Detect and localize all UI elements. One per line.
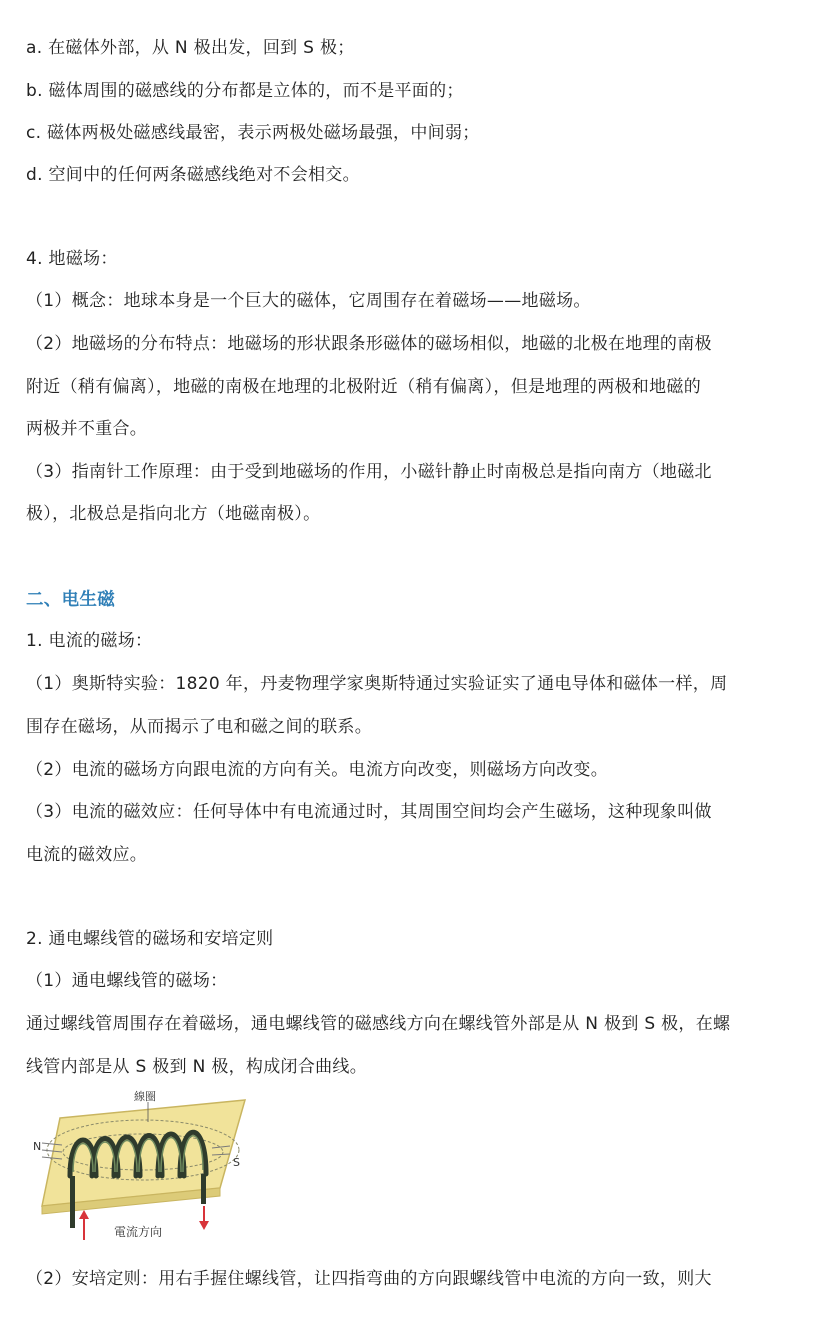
paragraph-ampere-rule-line1: （2）安培定则：用右手握住螺线管，让四指弯曲的方向跟螺线管中电流的方向一致，则大: [26, 1269, 712, 1289]
wire-lead-left: [70, 1176, 75, 1228]
text-line-b: b. 磁体周围的磁感线的分布都是立体的，而不是平面的；: [26, 81, 464, 101]
paragraph-solenoid-title: （1）通电螺线管的磁场：: [26, 971, 228, 991]
paragraph-field-direction: （2）电流的磁场方向跟电流的方向有关。电流方向改变，则磁场方向改变。: [26, 760, 609, 780]
paragraph-distribution-line1: （2）地磁场的分布特点：地磁场的形状跟条形磁体的磁场相似，地磁的北极在地理的南极: [26, 334, 712, 354]
paragraph-solenoid-line2: 线管内部是从 S 极到 N 极，构成闭合曲线。: [26, 1057, 368, 1077]
paragraph-compass-line2: 极），北极总是指向北方（地磁南极）。: [26, 504, 321, 524]
text-line-a: a. 在磁体外部，从 N 极出发，回到 S 极；: [26, 38, 355, 58]
paragraph-distribution-line2: 附近（稍有偏离），地磁的南极在地理的北极附近（稍有偏离），但是地理的两极和地磁的: [26, 377, 701, 397]
subsection-title-current-field: 1. 电流的磁场：: [26, 631, 153, 651]
label-s: S: [233, 1156, 240, 1169]
section-title-geomagnetism: 4. 地磁场：: [26, 249, 118, 269]
solenoid-illustration: [30, 1088, 250, 1248]
current-arrow-up: [79, 1210, 89, 1240]
paragraph-distribution-line3: 两极并不重合。: [26, 419, 148, 439]
paragraph-oersted-line1: （1）奥斯特实验：1820 年，丹麦物理学家奥斯特通过实验证实了通电导体和磁体一样，周: [26, 674, 728, 694]
current-arrow-down: [199, 1206, 209, 1230]
paragraph-magnetic-effect-line1: （3）电流的磁效应：任何导体中有电流通过时，其周围空间均会产生磁场，这种现象叫做: [26, 802, 712, 822]
text-line-c: c. 磁体两极处磁感线最密，表示两极处磁场最强，中间弱；: [26, 123, 480, 143]
solenoid-figure: [30, 1088, 250, 1248]
subsection-title-solenoid: 2. 通电螺线管的磁场和安培定则: [26, 929, 274, 949]
paragraph-concept: （1）概念：地球本身是一个巨大的磁体，它周围存在着磁场——地磁场。: [26, 291, 591, 311]
section-heading-electromagnetism: 二、电生磁: [26, 590, 115, 610]
wire-lead-right: [201, 1174, 206, 1204]
label-coil: 線圈: [134, 1090, 156, 1103]
paragraph-magnetic-effect-line2: 电流的磁效应。: [26, 845, 148, 865]
paragraph-compass-line1: （3）指南针工作原理：由于受到地磁场的作用，小磁针静止时南极总是指向南方（地磁北: [26, 462, 712, 482]
label-current-direction: 電流方向: [114, 1225, 163, 1239]
text-line-d: d. 空间中的任何两条磁感线绝对不会相交。: [26, 165, 360, 185]
paragraph-oersted-line2: 围存在磁场，从而揭示了电和磁之间的联系。: [26, 717, 372, 737]
paragraph-solenoid-line1: 通过螺线管周围存在着磁场，通电螺线管的磁感线方向在螺线管外部是从 N 极到 S 极，在螺: [26, 1014, 731, 1034]
label-n: N: [33, 1140, 42, 1153]
